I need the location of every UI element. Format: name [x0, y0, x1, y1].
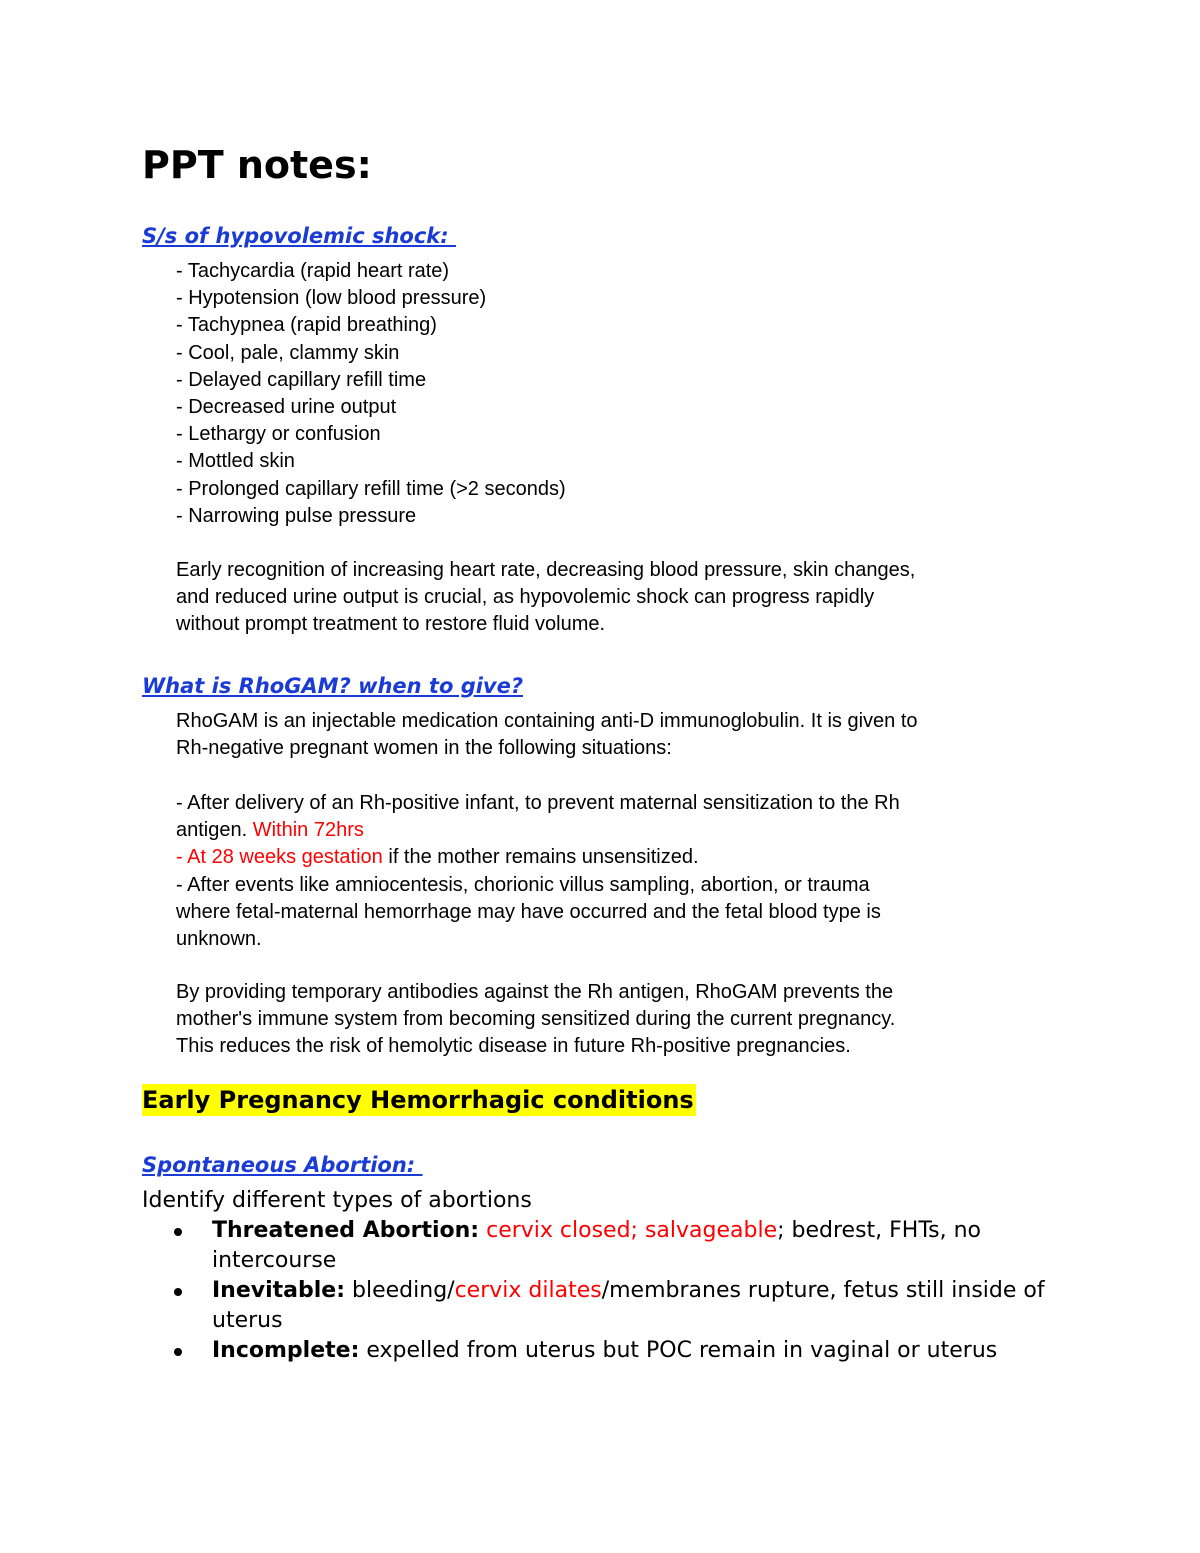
list-item: - Prolonged capillary refill time (>2 seconds)	[176, 477, 566, 500]
inevitable-rest: /membranes rupture, fetus still inside of uterus	[212, 1278, 1045, 1333]
list-item: - Tachycardia (rapid heart rate)	[176, 260, 450, 282]
situation-events-line: unknown.	[176, 928, 262, 951]
list-item: - Delayed capillary refill time	[176, 368, 427, 391]
situation-delivery-cont	[176, 817, 900, 844]
shock-signs-list	[176, 258, 566, 530]
situation-delivery-line: - After delivery of an Rh-positive infant, to prevent maternal sensitization to the Rh	[176, 792, 900, 814]
summary-line: This reduces the risk of hemolytic disease in future Rh-positive pregnancies.	[176, 1035, 851, 1058]
weeks-rest-text: if the mother remains unsensitized.	[382, 846, 699, 869]
abortion-intro: Identify different types of abortions	[142, 1188, 532, 1213]
shock-summary	[176, 557, 915, 639]
bullet-icon	[174, 1228, 182, 1236]
situation-events-line: where fetal-maternal hemorrhage may have occurred and the fetal blood type is	[176, 900, 881, 923]
abortion-heading: Spontaneous Abortion:	[142, 1153, 423, 1177]
situation-events-line: - After events like amniocentesis, chorionic villus sampling, abortion, or trauma	[176, 873, 870, 896]
rhogam-summary	[176, 979, 895, 1061]
shock-heading: S/s of hypovolemic shock:	[142, 224, 456, 248]
list-item: - Decreased urine output	[176, 396, 397, 419]
list-item: - Mottled skin	[176, 450, 295, 473]
intro-line: RhoGAM is an injectable medication containing anti-D immunoglobulin. It is given to	[176, 710, 918, 732]
abortion-types-list	[142, 1216, 1062, 1366]
summary-line: without prompt treatment to restore fluid volume.	[176, 613, 606, 636]
threatened-rest: ; bedrest, FHTs, no intercourse	[212, 1218, 981, 1273]
bullet-icon	[174, 1288, 182, 1296]
list-item-threatened	[142, 1216, 1062, 1276]
early-pregnancy-heading: Early Pregnancy Hemorrhagic conditions	[142, 1086, 694, 1114]
threatened-key-note: cervix closed; salvageable	[486, 1218, 778, 1243]
incomplete-rest: expelled from uterus but POC remain in vaginal or uterus	[359, 1338, 998, 1363]
situation-28-weeks	[176, 844, 900, 871]
list-item: - Lethargy or confusion	[176, 423, 381, 446]
threatened-label: Threatened Abortion:	[212, 1218, 480, 1243]
summary-line: and reduced urine output is crucial, as hypovolemic shock can progress rapidly	[176, 586, 875, 609]
within-72hrs-note: Within 72hrs	[252, 819, 364, 842]
list-item: - Hypotension (low blood pressure)	[176, 287, 487, 310]
summary-line: Early recognition of increasing heart rate, decreasing blood pressure, skin changes,	[176, 559, 916, 581]
page-title: PPT notes:	[142, 143, 372, 187]
inevitable-pre: bleeding/	[345, 1278, 455, 1303]
list-item-incomplete	[142, 1336, 1062, 1366]
intro-line: Rh-negative pregnant women in the following situations:	[176, 737, 672, 760]
list-item-inevitable	[142, 1276, 1062, 1336]
dash-marker: -	[176, 846, 188, 869]
inevitable-key-note: cervix dilates	[454, 1278, 602, 1303]
rhogam-heading: What is RhoGAM? when to give?	[142, 674, 524, 698]
summary-line: By providing temporary antibodies against the Rh antigen, RhoGAM prevents the	[176, 981, 894, 1003]
list-item: - Tachypnea (rapid breathing)	[176, 314, 437, 337]
incomplete-label: Incomplete:	[212, 1338, 360, 1363]
inevitable-label: Inevitable:	[212, 1278, 346, 1303]
rhogam-situations	[176, 790, 900, 953]
list-item: - Cool, pale, clammy skin	[176, 341, 400, 364]
weeks-gestation-note: At 28 weeks gestation	[187, 846, 383, 869]
list-item: - Narrowing pulse pressure	[176, 504, 417, 527]
delivery-text: antigen.	[176, 819, 253, 842]
summary-line: mother's immune system from becoming sensitized during the current pregnancy.	[176, 1008, 896, 1031]
bullet-icon	[174, 1348, 182, 1356]
rhogam-intro	[176, 708, 918, 762]
